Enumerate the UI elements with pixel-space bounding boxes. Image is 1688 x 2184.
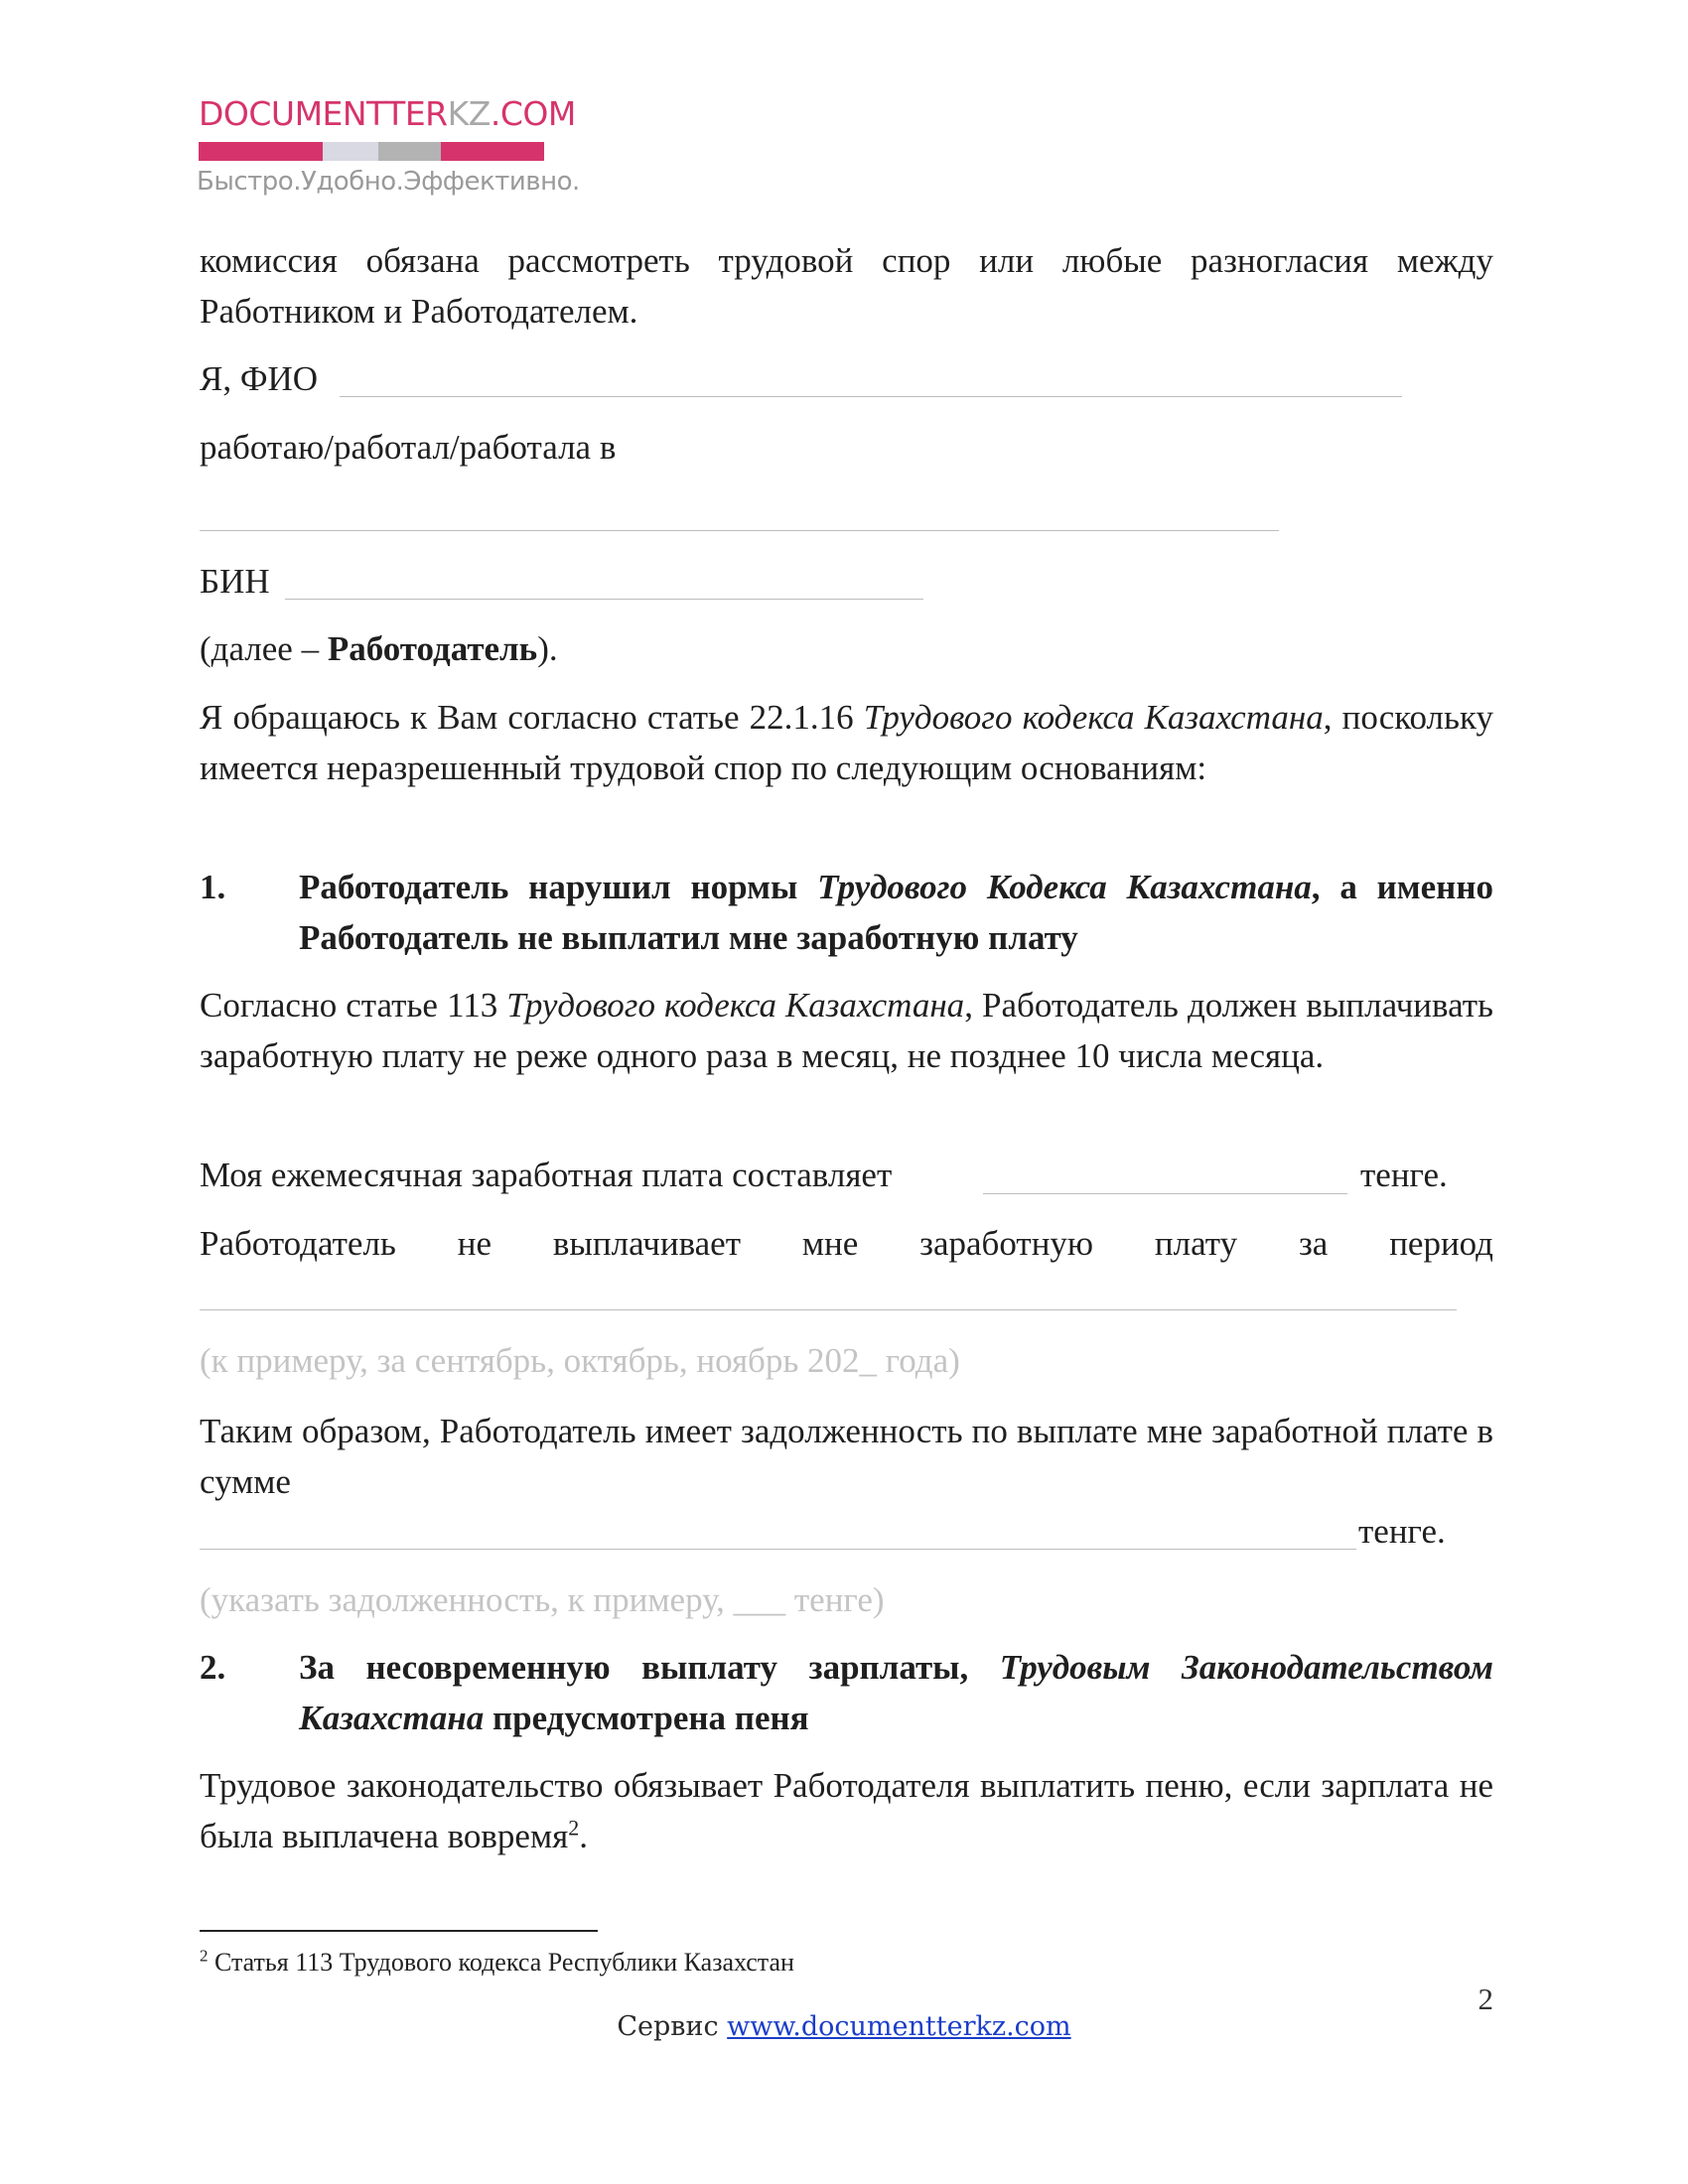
salary-label: Моя ежемесячная заработная плата составляет bbox=[200, 1156, 893, 1194]
site-logo bbox=[199, 94, 576, 133]
intro-line-1: комиссия обязана рассмотреть трудовой спор или любые разногласия между bbox=[200, 241, 1493, 280]
logo-part-kz: KZ bbox=[447, 94, 491, 133]
logo-part-documentter: DOCUMENTTER bbox=[199, 94, 448, 133]
fio-blank-line bbox=[340, 396, 1402, 397]
section-1-number: 1. bbox=[200, 868, 226, 906]
debt-blank-line bbox=[200, 1549, 1356, 1550]
salary-blank-line bbox=[983, 1193, 1347, 1194]
section-1-title: Работодатель нарушил нормы Трудового Кодекса Казахстана, а именно Работодатель не выплатил мне заработную плату bbox=[299, 868, 1494, 957]
works-at-label: работаю/работал/работала в bbox=[200, 428, 617, 467]
bin-label: БИН bbox=[200, 562, 270, 601]
section-2-number: 2. bbox=[200, 1648, 226, 1687]
fio-label: Я, ФИО bbox=[200, 359, 319, 398]
logo-color-bar bbox=[199, 142, 544, 161]
employer-definition: (далее – Работодатель). bbox=[200, 629, 558, 668]
period-hint: (к примеру, за сентябрь, октябрь, ноябрь 202_ года) bbox=[200, 1341, 960, 1380]
logo-part-com: .COM bbox=[490, 94, 576, 133]
appeal-paragraph: Я обращаюсь к Вам согласно статье 22.1.16 Трудового кодекса Казахстана, поскольку имеется неразрешенный трудовой спор по следующим основаниям: bbox=[200, 698, 1493, 787]
period-blank-line bbox=[200, 1309, 1457, 1310]
salary-currency: тенге. bbox=[1360, 1156, 1448, 1194]
article-113-paragraph: Согласно статье 113 Трудового кодекса Казахстана, Работодатель должен выплачивать заработную плату не реже одного раза в месяц, не позднее 10 числа месяца. bbox=[200, 986, 1493, 1075]
employer-term: Работодатель bbox=[327, 629, 538, 668]
labor-code-ref: Трудового кодекса Казахстана bbox=[863, 698, 1324, 737]
service-link[interactable]: www.documentterkz.com bbox=[727, 2011, 1071, 2042]
logo-bar-pink bbox=[199, 142, 323, 161]
labor-code-ref-2: Трудового кодекса Казахстана bbox=[506, 986, 965, 1024]
period-text: Работодатель не выплачивает мне заработную плату за период bbox=[200, 1224, 1493, 1263]
page-number: 2 bbox=[1477, 1981, 1493, 2016]
debt-hint: (указать задолженность, к примеру, ___ тенге) bbox=[200, 1580, 885, 1619]
footnote-ref[interactable]: 2 bbox=[568, 1815, 580, 1841]
logo-bar-pink-end bbox=[441, 142, 544, 161]
footnote: $^2$ Статья 113 Трудового кодекса Республики Казахстан bbox=[200, 1946, 794, 1977]
debt-paragraph: Таким образом, Работодатель имеет задолженность по выплате мне заработной плате в сумме bbox=[200, 1412, 1493, 1501]
penalty-paragraph: Трудовое законодательство обязывает Работодателя выплатить пеню, если зарплата не была выплачена вовремя$^2$. bbox=[200, 1766, 1493, 1855]
bin-blank-line bbox=[285, 599, 923, 600]
debt-currency: тенге. bbox=[1358, 1512, 1446, 1551]
intro-line-2: Работником и Работодателем. bbox=[200, 292, 638, 331]
logo-bar-lightgray bbox=[323, 142, 378, 161]
tagline: Быстро.Удобно.Эффективно. bbox=[197, 167, 580, 197]
footnote-separator bbox=[200, 1930, 598, 1932]
service-footer: Сервис www.documentterkz.com bbox=[617, 2011, 1071, 2042]
employer-name-blank-line bbox=[200, 530, 1279, 531]
section-2-title: За несовременную выплату зарплаты, Трудовым Законодательством Казахстана предусмотрена пеня bbox=[299, 1648, 1493, 1737]
logo-bar-gray bbox=[378, 142, 441, 161]
